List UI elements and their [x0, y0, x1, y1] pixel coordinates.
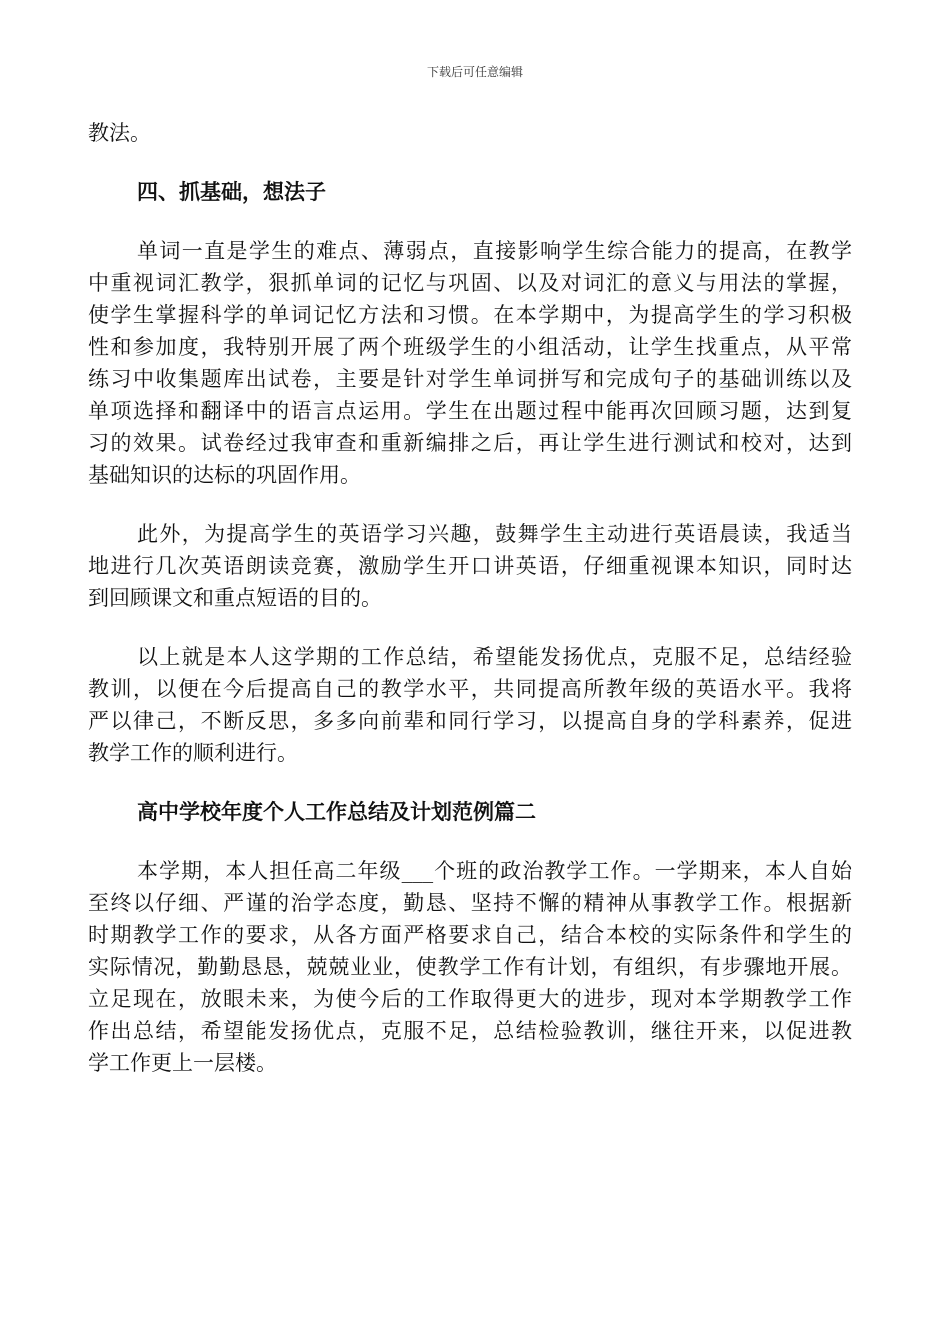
paragraph-reading-contest — [88, 518, 852, 614]
text-line: 本学期，本人担任高二年级___个班的政治教学工作。一学期来，本人自始 — [137, 859, 852, 883]
text-line: 时期教学工作的要求，从各方面严格要求自己，结合本校的实际条件和学生的 — [88, 923, 852, 947]
text-line: 学工作更上一层楼。 — [88, 1051, 277, 1075]
text-line: 教训，以便在今后提高自己的教学水平，共同提高所教年级的英语水平。我将 — [88, 677, 852, 701]
text-line: 基础知识的达标的巩固作用。 — [88, 463, 361, 487]
document-body — [88, 117, 852, 1079]
text-line: 性和参加度，我特别开展了两个班级学生的小组活动，让学生找重点，从平常 — [88, 335, 852, 359]
text-line: 练习中收集题库出试卷，主要是针对学生单词拼写和完成句子的基础训练以及 — [88, 367, 852, 391]
text-line: 至终以仔细、严谨的治学态度，勤恳、坚持不懈的精神从事教学工作。根据新 — [88, 891, 852, 915]
text-line: 教学工作的顺利进行。 — [88, 741, 298, 765]
text-line: 立足现在，放眼未来，为使今后的工作取得更大的进步，现对本学期教学工作 — [88, 987, 852, 1011]
article-heading: 高中学校年度个人工作总结及计划范例篇二 — [137, 799, 536, 824]
text-line: 中重视词汇教学，狠抓单词的记忆与巩固、以及对词汇的意义与用法的掌握， — [88, 271, 852, 295]
text-line: 以上就是本人这学期的工作总结，希望能发扬优点，克服不足，总结经验 — [137, 645, 852, 669]
paragraph-summary — [88, 641, 852, 769]
text-line: 到回顾课文和重点短语的目的。 — [88, 586, 382, 610]
text-line: 实际情况，勤勤恳恳，兢兢业业，使教学工作有计划，有组织，有步骤地开展。 — [88, 955, 852, 979]
text-line: 严以律己，不断反思，多多向前辈和同行学习，以提高自身的学科素养，促进 — [88, 709, 852, 733]
page-header: 下载后可任意编辑 — [426, 65, 523, 79]
text-line: 单词一直是学生的难点、薄弱点，直接影响学生综合能力的提高，在教学 — [137, 239, 852, 263]
section-heading: 四、抓基础，想法子 — [137, 179, 326, 204]
paragraph-vocabulary — [88, 235, 852, 491]
text-line: 单项选择和翻译中的语言点运用。学生在出题过程中能再次回顾习题，达到复 — [88, 399, 852, 423]
text-line: 地进行几次英语朗读竞赛，激励学生开口讲英语，仔细重视课本知识，同时达 — [88, 554, 852, 578]
text-line: 此外，为提高学生的英语学习兴趣，鼓舞学生主动进行英语晨读，我适当 — [137, 522, 852, 546]
text-line: 习的效果。试卷经过我审查和重新编排之后，再让学生进行测试和校对，达到 — [88, 431, 852, 455]
text-line: 教法。 — [88, 121, 151, 145]
paragraph-politics-teaching — [88, 855, 852, 1079]
intro-paragraph — [88, 117, 852, 149]
text-line: 作出总结，希望能发扬优点，克服不足，总结检验教训，继往开来，以促进教 — [88, 1019, 852, 1043]
text-line: 使学生掌握科学的单词记忆方法和习惯。在本学期中，为提高学生的学习积极 — [88, 303, 852, 327]
